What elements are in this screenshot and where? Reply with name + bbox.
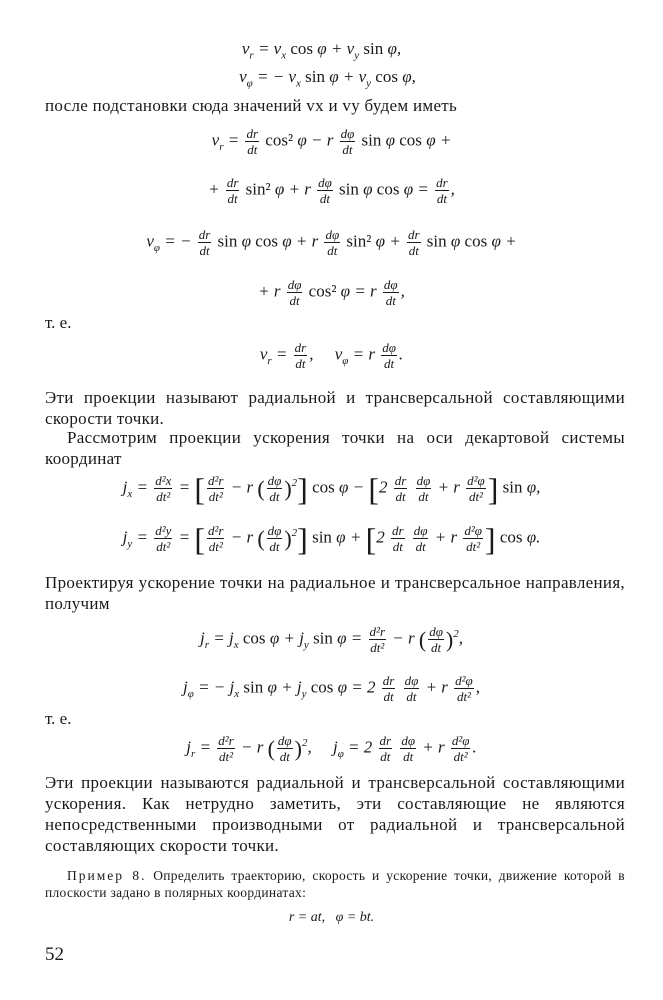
equation-vr-cartesian: $v_r = v_x$ $\cos \varphi + v_y$ sin φ, [241, 39, 402, 62]
equation-example-motion: r = at, φ = bt. [288, 910, 375, 925]
te-label-2: т. е. [45, 709, 72, 728]
paragraph-acceleration-intro: Рассмотрим проекции ускорения точки на оси декартовой системы координат [45, 428, 625, 468]
equation-vphi-expanded-1: $v_\varphi$ = − $\frac{dr}{dt}$ sin φ cos φ + r $\frac{d\varphi}{dt}$ sin² φ + $\frac{dr}{dt}$ sin φ cos φ + [146, 227, 517, 258]
example-text: Определить траекторию, скорость и ускорение точки, движение которой в плоскости задано в полярных координатах: [45, 868, 625, 900]
equation-jr-derivation: $j_r = j_x$ $\cos \varphi + j_y$ sin φ = $\frac{\text{d²r}}{\text{dt²}}$ − r ( $\frac{d\varphi}{dt}$ )$^2$, [200, 624, 463, 656]
equation-vr-expanded-2: + $\frac{dr}{dt}$ sin² φ + r $\frac{d\varphi}{dt}$ sin φ cos φ = $\frac{dr}{dt}$ , [208, 175, 455, 206]
paragraph-substitution: после подстановки сюда значений vx и vy будем иметь [45, 96, 458, 115]
equation-jy: $j_y$ = $\frac{\text{d²y}}{\text{dt²}}$ = [ $\frac{\text{d²r}}{\text{dt²}}$ − r ( $\frac{d\varphi}{dt}$ )$^2$] sin φ + [2 $\frac{dr}{dt}$ $\frac{d\varphi}{dt}$ + r $\frac{\text{d²φ}}{\text{dt²}}$ ] cos φ. [122, 520, 541, 557]
equation-velocity-polar: $v_r$ = $\frac{dr}{dt}$ , $v_\varphi = r$ $\frac{d\varphi}{dt}$ . [259, 340, 404, 371]
paragraph-projection: Проектируя ускорение точки на радиальное и трансверсальное направления, получим [45, 573, 625, 613]
equation-jphi-derivation: $j_\varphi$ = − $j_x$ $\sin \varphi + j_y$ cos φ = 2 $\frac{dr}{dt}$ $\frac{d\varphi}{dt}$ + r $\frac{\text{d²φ}}{\text{dt²}}$ , [183, 673, 480, 704]
paragraph-acceleration-components: Эти проекции называются радиальной и трансверсальной составляющими ускорения. Как нетрудно заметить, эти составляющие не являются непосредственными производными от радиальной и трансверсальной составляющих скорости точки. [45, 773, 625, 855]
paragraph-velocity-components: Эти проекции называют радиальной и трансверсальной составляющими скорости точки. [45, 388, 625, 428]
equation-vr-expanded-1: $v_r$ = $\frac{dr}{dt}$ cos² φ − r $\frac{d\varphi}{dt}$ sin φ cos φ + [211, 126, 452, 157]
te-label-1: т. е. [45, 313, 72, 332]
equation-acceleration-polar: $j_r$ = $\frac{\text{d²r}}{\text{dt²}}$ − r ( $\frac{d\varphi}{dt}$ )$^2$, $j_\varphi = 2$ $\frac{dr}{dt}$ $\frac{d\varphi}{dt}$ + r $\frac{\text{d²φ}}{\text{dt²}}$ . [186, 733, 477, 765]
example-8 [45, 867, 625, 901]
equation-vphi-cartesian: $v_\varphi$ = − $v_x$ $\sin \varphi + v_y$ cos φ, [239, 67, 416, 90]
page-number: 52 [45, 944, 64, 965]
equation-vphi-expanded-2: + r $\frac{d\varphi}{dt}$ cos² φ = r $\frac{d\varphi}{dt}$ , [258, 277, 405, 308]
equation-jx: $j_x$ = $\frac{\text{d²x}}{\text{dt²}}$ = [ $\frac{\text{d²r}}{\text{dt²}}$ − r ( $\frac{d\varphi}{dt}$ )$^2$] cos φ − [2 $\frac{dr}{dt}$ $\frac{d\varphi}{dt}$ + r $\frac{\text{d²φ}}{\text{dt²}}$ ] sin φ, [122, 470, 541, 507]
example-label: Пример 8. [67, 868, 147, 883]
